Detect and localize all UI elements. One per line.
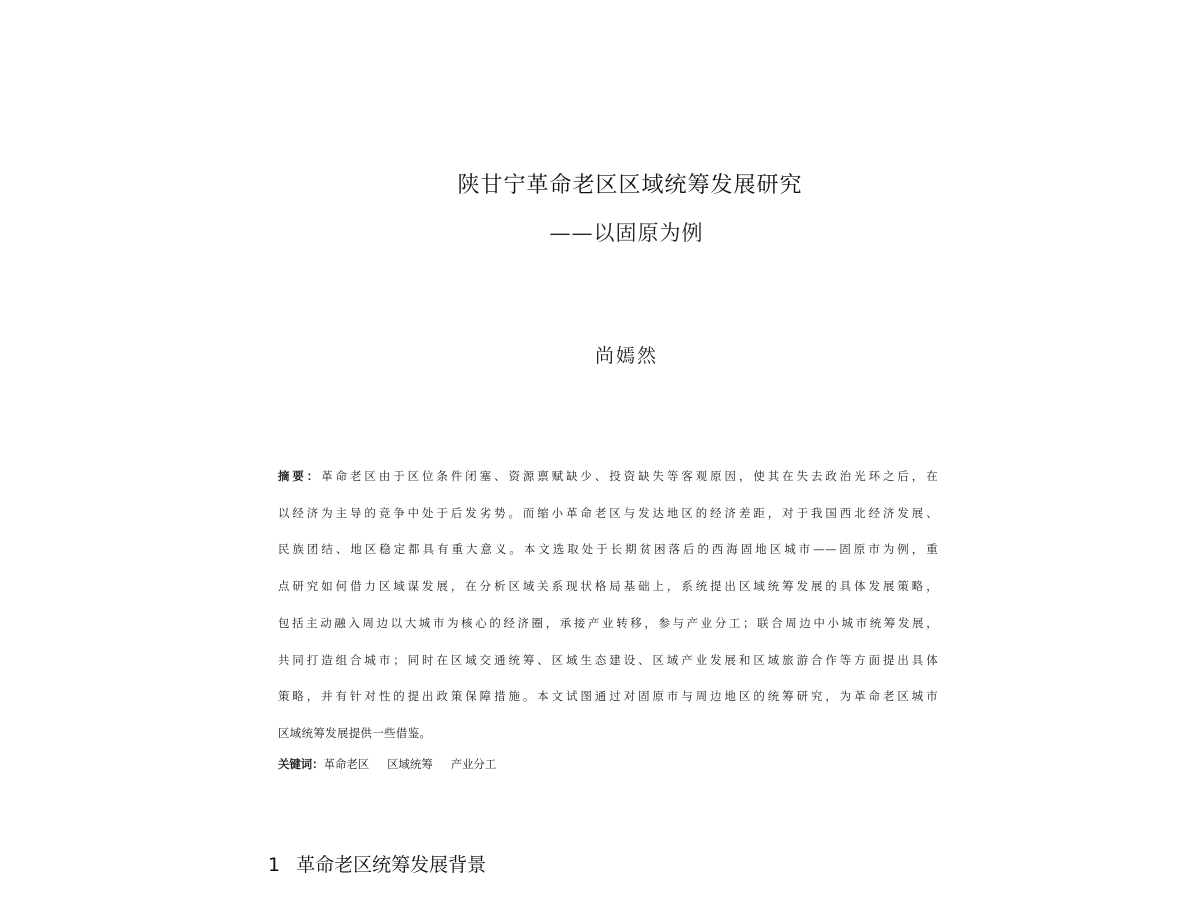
abstract-line: 点研究如何借力区域谋发展，在分析区域关系现状格局基础上，系统提出区域统筹发展的具体发展策略， <box>278 579 938 594</box>
section-number: 1 <box>268 854 281 876</box>
keyword: 革命老区 <box>323 757 370 771</box>
abstract-line <box>278 458 938 495</box>
paper-title: 陕甘宁革命老区区域统筹发展研究 <box>457 173 803 198</box>
keywords <box>278 756 514 772</box>
abstract-label: 摘要： <box>278 469 322 483</box>
abstract-line: 包括主动融入周边以大城市为核心的经济圈，承接产业转移，参与产业分工；联合周边中小城市统筹发展， <box>278 615 938 630</box>
abstract-line: 以经济为主导的竞争中处于后发劣势。而缩小革命老区与发达地区的经济差距，对于我国西北经济发展、 <box>278 505 938 520</box>
abstract <box>278 458 938 752</box>
abstract-line: 区域统筹发展提供一些借鉴。 <box>278 725 432 740</box>
section-heading <box>268 850 486 877</box>
keyword: 产业分工 <box>450 757 497 771</box>
abstract-line: 策略，并有针对性的提出政策保障措施。本文试图通过对固原市与周边地区的统筹研究，为革命老区城市 <box>278 689 938 704</box>
paper-subtitle: ——以固原为例 <box>549 221 704 245</box>
abstract-line: 共同打造组合城市；同时在区域交通统筹、区域生态建设、区域产业发展和区域旅游合作等方面提出具体 <box>278 652 938 667</box>
keyword: 区域统筹 <box>387 757 433 771</box>
section-title: 革命老区统筹发展背景 <box>296 854 487 876</box>
abstract-text: 革命老区由于区位条件闭塞、资源禀赋缺少、投资缺失等客观原因，使其在失去政治光环之后，在 <box>321 469 939 483</box>
abstract-line: 民族团结、地区稳定都具有重大意义。本文选取处于长期贫困落后的西海固地区城市——固原市为例，重 <box>278 542 938 557</box>
author-name: 尚嫣然 <box>594 345 658 367</box>
keywords-label: 关键词： <box>278 757 324 771</box>
